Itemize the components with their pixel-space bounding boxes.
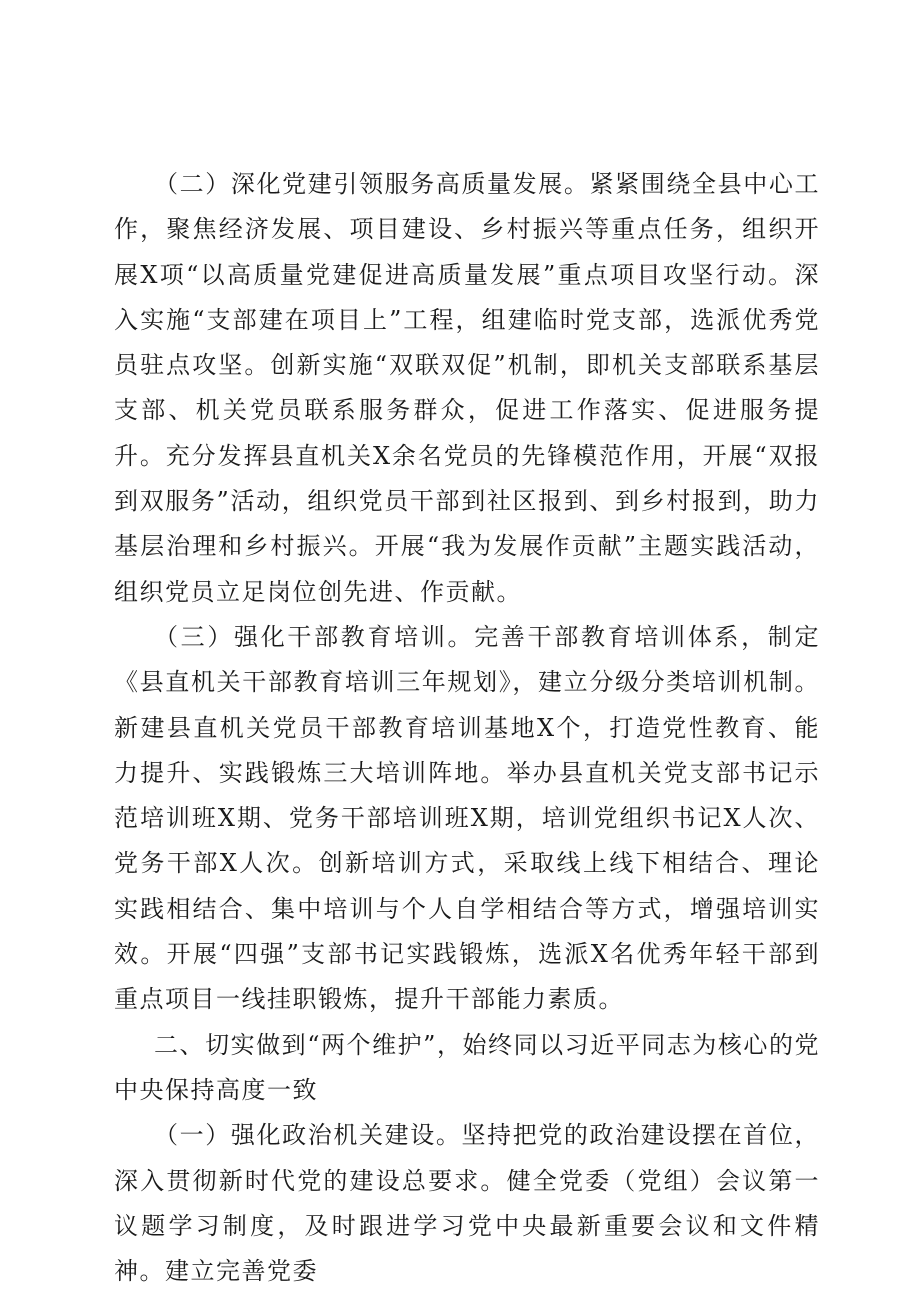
- paragraph-political-organ-building: （一）强化政治机关建设。坚持把党的政治建设摆在首位，深入贯彻新时代党的建设总要求。健全党委（党组）会议第一议题学习制度，及时跟进学习党中央最新重要会议和文件精神。建立完善党委: [114, 1121, 820, 1286]
- paragraph-cadre-training: （三）强化干部教育培训。完善干部教育培训体系，制定《县直机关干部教育培训三年规划》，建立分级分类培训机制。新建县直机关党员干部教育培训基地X个，打造党性教育、能力提升、实践锻炼三大培训阵地。举办县直机关党支部书记示范培训班X期、党务干部培训班X期，培训党组织书记X人次、党务干部X人次。创新培训方式，采取线上线下相结合、理论实践相结合、集中培训与个人自学相结合等方式，增强培训实效。开展“四强”支部书记实践锻炼，选派X名优秀年轻干部到重点项目一线挂职锻炼，提升干部能力素质。: [114, 622, 820, 1014]
- paragraph-deepen-party-building: （二）深化党建引领服务高质量发展。紧紧围绕全县中心工作，聚焦经济发展、项目建设、乡村振兴等重点任务，组织开展X项“以高质量党建促进高质量发展”重点项目攻坚行动。深入实施“支部建在项目上”工程，组建临时党支部，选派优秀党员驻点攻坚。创新实施“双联双促”机制，即机关支部联系基层支部、机关党员联系服务群众，促进工作落实、促进服务提升。充分发挥县直机关X余名党员的先锋模范作用，开展“双报到双服务”活动，组织党员干部到社区报到、到乡村报到，助力基层治理和乡村振兴。开展“我为发展作贡献”主题实践活动，组织党员立足岗位创先进、作贡献。: [114, 170, 820, 606]
- section-heading-two-safeguards: 二、切实做到“两个维护”，始终同以习近平同志为核心的党中央保持高度一致: [114, 1030, 820, 1104]
